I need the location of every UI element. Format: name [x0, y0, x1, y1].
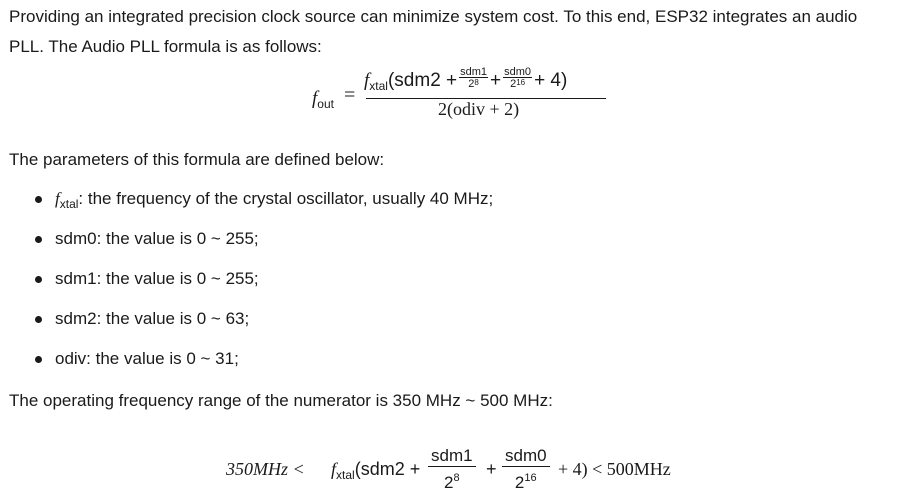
- numerator-range-formula: [0, 440, 921, 496]
- range-lower: 350MHz <: [226, 459, 305, 479]
- formula-frac-sdm1: sdm1 $2^8$: [460, 66, 488, 90]
- list-item: sdm2: the value is 0 ~ 63;: [36, 304, 249, 334]
- list-item: $f_{xtal}$: the frequency of the crystal oscillator, usually 40 MHz;: [36, 184, 493, 215]
- formula-numerator: $f_{xtal}(sdm2$ + sdm1 $2^8$ + sdm0 $2^{16}$ + 4): [364, 66, 568, 94]
- range-frac-sdm0: sdm0 $2^{16}$: [502, 446, 550, 494]
- formula-equals: =: [344, 84, 356, 106]
- params-heading: The parameters of this formula are defined below:: [9, 150, 385, 169]
- intro-line-2: PLL. The Audio PLL formula is as follows:: [9, 37, 322, 56]
- list-item: sdm0: the value is 0 ~ 255;: [36, 224, 259, 254]
- range-plus: +: [486, 459, 497, 479]
- formula-lhs: $f_{out}$: [312, 88, 334, 111]
- formula-denominator: 2(odiv + 2): [438, 99, 520, 119]
- intro-line-1: Providing an integrated precision clock source can minimize system cost. To this end, ESP32 integrates an audio: [9, 7, 858, 26]
- list-item: odiv: the value is 0 ~ 31;: [36, 344, 239, 374]
- range-upper: + 4) < 500MHz: [558, 459, 671, 479]
- list-item: sdm1: the value is 0 ~ 255;: [36, 264, 259, 294]
- range-frac-sdm1: sdm1 $2^8$: [428, 446, 476, 494]
- range-text: The operating frequency range of the numerator is 350 MHz ~ 500 MHz:: [9, 391, 553, 410]
- audio-pll-formula: [0, 66, 921, 126]
- range-f-xtal: $f_{xtal}(sdm2$ +: [331, 459, 421, 482]
- formula-frac-sdm0: sdm0 $2^{16}$: [504, 66, 532, 90]
